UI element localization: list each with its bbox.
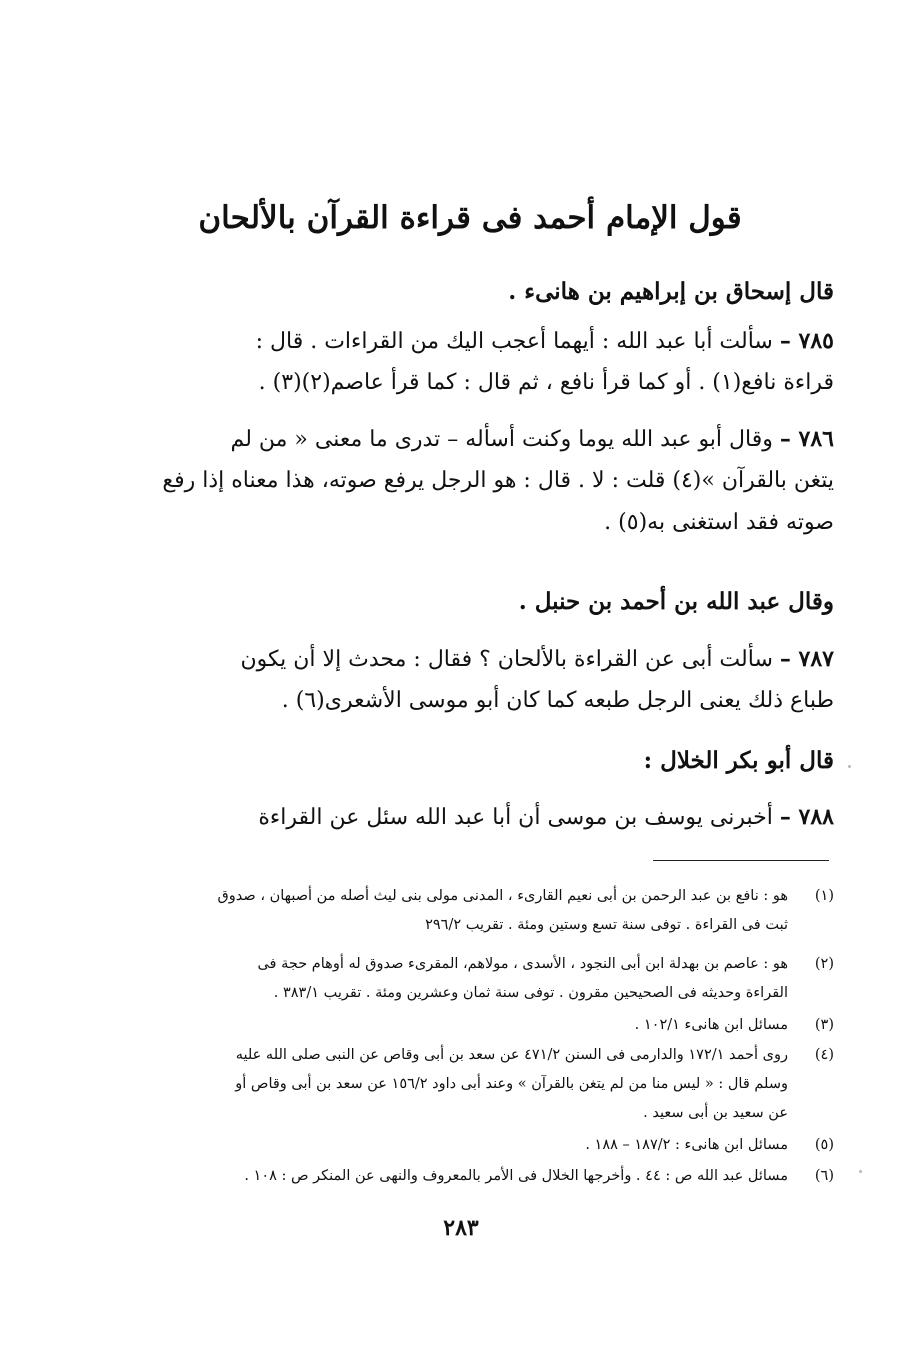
footnote-line: القراءة وحديثه فى الصحيحين مقرون . توفى سنة ثمان وعشرين ومئة . تقريب ٣٨٣/١ . xyxy=(273,985,788,1001)
footnote-marker: (٢) xyxy=(814,956,834,972)
paragraph-number: ٧٨٧ – xyxy=(779,646,834,672)
section-heading: قال أبو بكر الخلال : xyxy=(643,747,834,774)
footnote-marker: (١) xyxy=(814,888,834,904)
footnote-1 xyxy=(129,882,834,940)
section-heading: قال إسحاق بن إبراهيم بن هانىء . xyxy=(508,278,834,305)
paragraph-line xyxy=(134,320,834,362)
footnote-line: مسائل ابن هانىء : ١٨٧/٢ – ١٨٨ . xyxy=(585,1137,788,1153)
paragraph-786 xyxy=(134,418,834,544)
footnote-marker: (٤) xyxy=(814,1047,834,1063)
footnote-marker: (٦) xyxy=(814,1168,834,1184)
footnote-line: عن سعيد بن أبى سعيد . xyxy=(643,1105,788,1121)
paragraph-number: ٧٨٥ – xyxy=(779,328,834,354)
footnote-2 xyxy=(129,950,834,1008)
footnote-line: مسائل ابن هانىء ١٠٢/١ . xyxy=(634,1017,788,1033)
page-number: ٢٨٣ xyxy=(443,1215,479,1241)
section-heading: وقال عبد الله بن أحمد بن حنبل . xyxy=(518,588,834,615)
page-title: قول الإمام أحمد فى قراءة القرآن بالألحان xyxy=(198,200,742,236)
paragraph-line xyxy=(134,638,834,680)
paragraph-number: ٧٨٨ – xyxy=(779,804,834,830)
paragraph-line xyxy=(134,418,834,460)
paragraph-line: صوته فقد استغنى به(٥) . xyxy=(604,510,834,535)
footnote-marker: (٣) xyxy=(814,1017,834,1033)
footnote-line: وسلم قال : « ليس منا من لم يتغن بالقرآن » وعند أبى داود ١٥٦/٢ عن سعد بن أبى وقاص أو xyxy=(235,1076,788,1092)
paragraph-788 xyxy=(134,796,834,838)
line-text: وقال أبو عبد الله يوما وكنت أسأله – تدرى ما معنى « من لم xyxy=(230,427,773,452)
paragraph-line: قراءة نافع(١) . أو كما قرأ نافع ، ثم قال : كما قرأ عاصم(٢)(٣) . xyxy=(258,370,834,395)
paragraph-line: طباع ذلك يعنى الرجل طبعه كما كان أبو موسى الأشعرى(٦) . xyxy=(281,688,834,713)
line-text: سألت أبا عبد الله : أيهما أعجب اليك من القراءات . قال : xyxy=(255,329,773,354)
paragraph-785 xyxy=(134,320,834,404)
paragraph-number: ٧٨٦ – xyxy=(779,426,834,452)
paragraph-line: يتغن بالقرآن »(٤) قلت : لا . قال : هو الرجل يرفع صوته، هذا معناه إذا رفع xyxy=(162,468,834,493)
footnote-3 xyxy=(129,1011,834,1040)
footnote-line: هو : عاصم بن بهدلة ابن أبى النجود ، الأسدى ، مولاهم، المقرىء صدوق له أوهام حجة فى xyxy=(257,956,788,972)
footnote-4 xyxy=(129,1041,834,1128)
footnote-marker: (٥) xyxy=(814,1137,834,1153)
footnote-5 xyxy=(129,1131,834,1160)
footnote-line: مسائل عبد الله ص : ٤٤ . وأخرجها الخلال فى الأمر بالمعروف والنهى عن المنكر ص : ١٠٨ . xyxy=(244,1168,788,1184)
line-text: سألت أبى عن القراءة بالألحان ؟ فقال : محدث إلا أن يكون xyxy=(240,647,773,672)
scan-speck xyxy=(848,765,851,768)
footnote-6 xyxy=(129,1162,834,1191)
line-text: أخبرنى يوسف بن موسى أن أبا عبد الله سئل عن القراءة xyxy=(258,805,773,830)
footnote-divider xyxy=(653,860,829,861)
paragraph-787 xyxy=(134,638,834,722)
footnote-line: روى أحمد ١٧٢/١ والدارمى فى السنن ٤٧١/٢ عن سعد بن أبى وقاص عن النبى صلى الله عليه xyxy=(235,1047,788,1063)
paragraph-line xyxy=(134,796,834,838)
footnote-line: هو : نافع بن عبد الرحمن بن أبى نعيم القارىء ، المدنى مولى بنى ليث أصله من أصبهان ، صدوق xyxy=(217,888,788,904)
scan-speck xyxy=(859,1170,862,1173)
footnote-line: ثبت فى القراءة . توفى سنة تسع وستين ومئة . تقريب ٢٩٦/٢ xyxy=(425,917,788,933)
